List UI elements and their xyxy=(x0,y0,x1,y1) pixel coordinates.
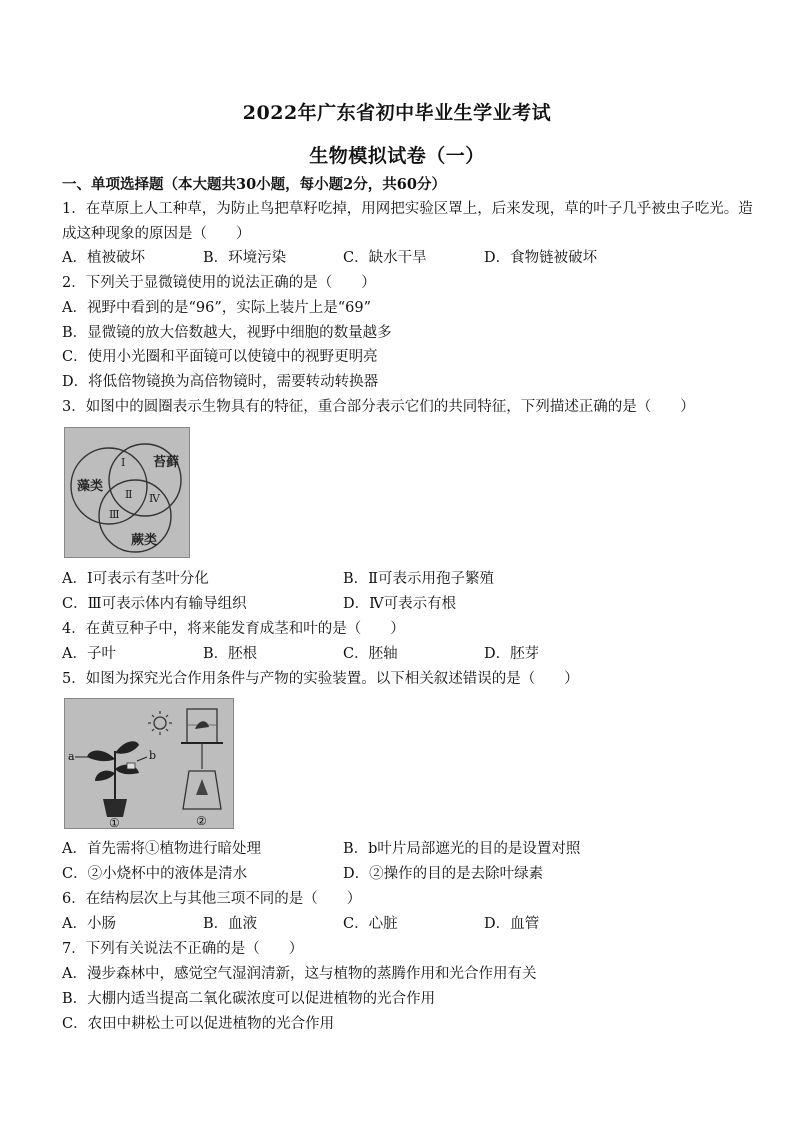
q4-option-b: B．胚根 xyxy=(203,646,258,662)
q5-option-d: D．②操作的目的是去除叶绿素 xyxy=(343,866,544,882)
q7-option-a: A．漫步森林中，感觉空气湿润清新，这与植物的蒸腾作用和光合作用有关 xyxy=(62,966,537,982)
venn-region-1: Ⅰ xyxy=(121,456,126,469)
q6-option-a: A．小肠 xyxy=(62,916,116,932)
q2-option-c: C．使用小光圈和平面镜可以使镜中的视野更明亮 xyxy=(62,349,378,365)
venn-label-fern: 蕨类 xyxy=(131,533,158,548)
q3-option-b: B．Ⅱ可表示用孢子繁殖 xyxy=(343,571,495,587)
q2-stem: 2．下列关于显微镜使用的说法正确的是（ ） xyxy=(62,275,376,291)
sun-icon xyxy=(148,711,172,735)
q4-option-a: A．子叶 xyxy=(62,646,116,662)
q1-option-c: C．缺水干旱 xyxy=(343,250,427,266)
section-heading: 一、单项选择题（本大题共30小题，每小题2分，共60分） xyxy=(62,176,446,193)
q4-option-c: C．胚轴 xyxy=(343,646,398,662)
q6-option-c: C．心脏 xyxy=(343,916,398,932)
q4-option-d: D．胚芽 xyxy=(484,646,540,662)
exam-subtitle: 生物模拟试卷（一） xyxy=(309,145,485,167)
q4-stem: 4．在黄豆种子中，将来能发育成茎和叶的是（ ） xyxy=(62,621,405,637)
q5-stem: 5．如图为探究光合作用条件与产物的实验装置。以下相关叙述错误的是（ ） xyxy=(62,671,579,687)
q5-option-a: A．首先需将①植物进行暗处理 xyxy=(62,841,261,857)
exam-title: 2022年广东省初中毕业生学业考试 xyxy=(242,102,552,124)
q1-option-b: B．环境污染 xyxy=(203,250,287,266)
q7-stem: 7．下列有关说法不正确的是（ ） xyxy=(62,941,304,957)
q3-option-c: C．Ⅲ可表示体内有输导组织 xyxy=(62,596,247,612)
q3-stem: 3．如图中的圆圈表示生物具有的特征，重合部分表示它们的共同特征，下列描述正确的是（ ） xyxy=(62,399,695,415)
venn-region-3: Ⅲ xyxy=(109,508,120,521)
label-a: a xyxy=(68,750,75,763)
q7-option-b: B．大棚内适当提高二氧化碳浓度可以促进植物的光合作用 xyxy=(62,991,436,1007)
q1-stem-line2: 成这种现象的原因是（ ） xyxy=(62,226,251,242)
q6-option-d: D．血管 xyxy=(484,916,540,932)
q2-option-b: B．显微镜的放大倍数越大，视野中细胞的数量越多 xyxy=(62,325,392,341)
q6-option-b: B．血液 xyxy=(203,916,258,932)
q3-option-a: A．Ⅰ可表示有茎叶分化 xyxy=(62,571,209,587)
label-b: b xyxy=(149,749,157,762)
label-1: ① xyxy=(109,816,120,828)
venn-label-moss: 苔藓 xyxy=(153,455,180,470)
q2-option-d: D．将低倍物镜换为高倍物镜时，需要转动转换器 xyxy=(62,374,379,390)
potted-plant-drawing xyxy=(75,741,147,817)
q2-option-a: A．视野中看到的是“96”，实际上装片上是“69” xyxy=(62,300,372,316)
q6-stem: 6．在结构层次上与其他三项不同的是（ ） xyxy=(62,891,362,907)
venn-region-4: Ⅳ xyxy=(149,492,160,505)
beaker-apparatus-drawing xyxy=(181,709,223,809)
q1-option-a: A．植被破坏 xyxy=(62,250,145,266)
q7-option-c: C．农田中耕松土可以促进植物的光合作用 xyxy=(62,1016,335,1032)
q1-stem-line1: 1．在草原上人工种草，为防止鸟把草籽吃掉，用网把实验区罩上，后来发现，草的叶子几乎被虫子吃光。造 xyxy=(62,201,753,217)
q1-option-d: D．食物链被破坏 xyxy=(484,250,598,266)
label-2: ② xyxy=(196,814,207,828)
venn-region-2: Ⅱ xyxy=(125,488,133,501)
q5-option-b: B．b叶片局部遮光的目的是设置对照 xyxy=(343,841,581,857)
q5-option-c: C．②小烧杯中的液体是清水 xyxy=(62,866,248,882)
photosynthesis-apparatus-figure xyxy=(64,698,234,829)
q3-option-d: D．Ⅳ可表示有根 xyxy=(343,596,457,612)
venn-diagram-figure xyxy=(64,427,190,558)
venn-label-algae: 藻类 xyxy=(77,479,104,494)
